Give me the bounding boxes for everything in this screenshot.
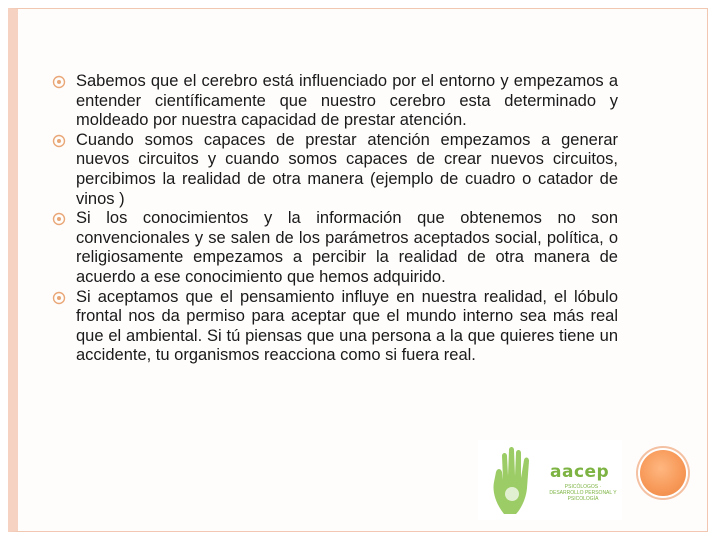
bullet-text: Cuando somos capaces de prestar atención empezamos a generar nuevos circuitos y cuando somos capaces de crear nuevos circuitos, percibimos la realidad de otra manera (ejemplo de cuadro o catador de vinos ) [76, 130, 618, 208]
aacep-logo [478, 440, 622, 520]
decorative-orange-circle [640, 450, 686, 496]
logo-brand-text: aacep [550, 462, 610, 482]
bullet-text: Si los conocimientos y la información que obtenemos no son convencionales y se salen de los parámetros aceptados social, política, o religiosamente empezamos a percibir la realidad de otra manera de acuerdo a ese conocimiento que hemos adquirido. [76, 209, 618, 286]
target-bullet-icon [52, 212, 66, 226]
bullet-item [52, 288, 618, 366]
target-bullet-icon [52, 75, 66, 89]
bullet-list [52, 72, 618, 366]
bullet-item [52, 72, 618, 131]
target-bullet-icon [52, 291, 66, 305]
bullet-text: Si aceptamos que el pensamiento influye en nuestra realidad, el lóbulo frontal nos da permiso para aceptar que el mundo interno sea más real que el ambiental. Si tú piensas que una persona a la que quieres tiene un accidente, tu organismos reacciona como si fuera real. [76, 287, 618, 365]
logo-tagline: PSICÓLOGOS · DESARROLLO PERSONAL Y PSICOLOGÍA [549, 484, 617, 502]
bullet-text: Sabemos que el cerebro está influenciado por el entorno y empezamos a entender científicamente que nuestro cerebro esta determinado y moldeado por nuestra capacidad de prestar atención. [76, 72, 618, 130]
hand-icon [486, 444, 548, 516]
bullet-item [52, 209, 618, 287]
target-bullet-icon [52, 134, 66, 148]
bullet-item [52, 131, 618, 209]
